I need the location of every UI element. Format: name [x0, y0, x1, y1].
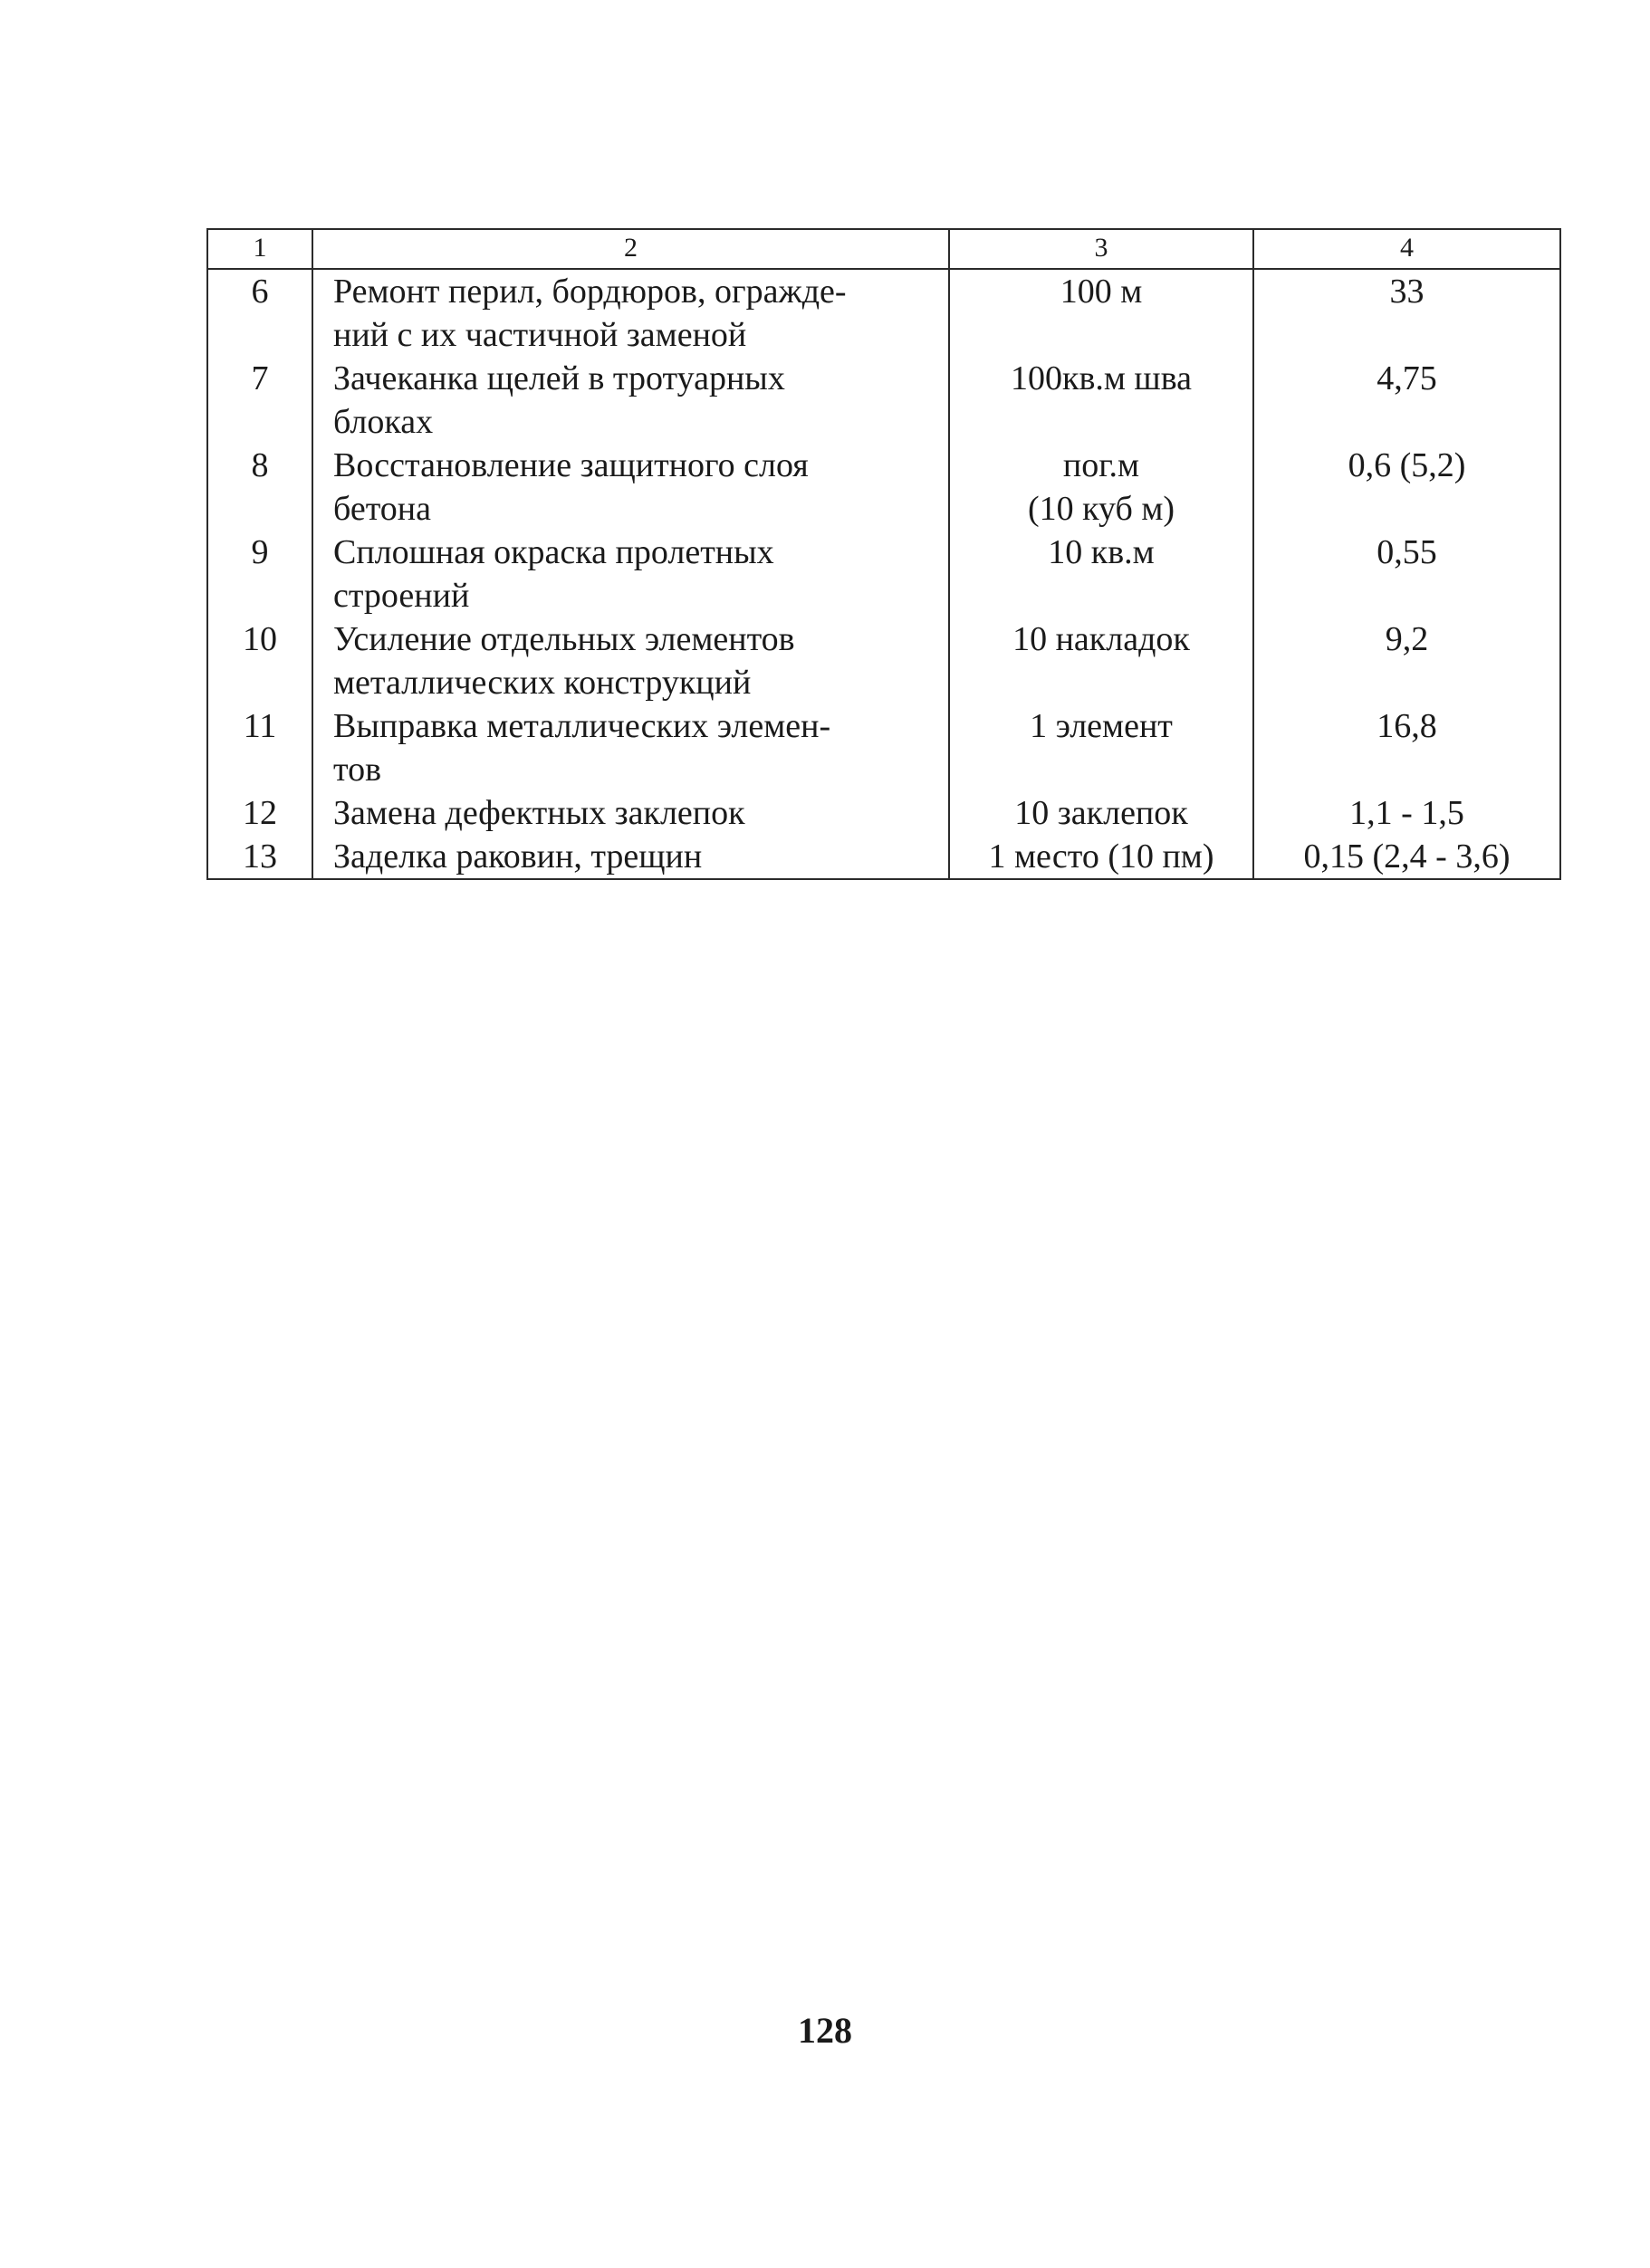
work-name-line: Восстановление защитного слоя — [333, 446, 809, 484]
work-name-line: блоках — [333, 403, 434, 441]
work-name-line: Усиление отдельных элементов — [333, 620, 795, 658]
work-name-line: Заделка раковин, трещин — [333, 837, 703, 876]
table-header — [207, 229, 1560, 269]
unit-of-measure — [949, 531, 1253, 617]
row-number: 10 — [207, 617, 312, 704]
unit-of-measure — [949, 835, 1253, 879]
norm-value: 1,1 - 1,5 — [1253, 791, 1560, 835]
unit-line: 100 м — [1060, 273, 1143, 311]
unit-of-measure — [949, 444, 1253, 531]
unit-of-measure — [949, 357, 1253, 444]
table-row — [207, 617, 1560, 704]
work-name-line: тов — [333, 751, 382, 789]
norm-value: 0,6 (5,2) — [1253, 444, 1560, 531]
repair-works-table — [206, 228, 1561, 880]
unit-line: 10 накладок — [1012, 620, 1190, 658]
work-name-line: Сплошная окраска пролетных — [333, 533, 774, 571]
row-number: 7 — [207, 357, 312, 444]
table-row — [207, 357, 1560, 444]
work-name — [312, 835, 949, 879]
work-name — [312, 791, 949, 835]
norm-value: 0,55 — [1253, 531, 1560, 617]
table-body — [207, 269, 1560, 879]
table-header-row — [207, 229, 1560, 269]
table-row — [207, 835, 1560, 879]
work-name — [312, 269, 949, 357]
table-row — [207, 444, 1560, 531]
work-name-line: строений — [333, 577, 470, 615]
norm-value: 9,2 — [1253, 617, 1560, 704]
norm-value: 33 — [1253, 269, 1560, 357]
unit-of-measure — [949, 704, 1253, 791]
work-name-line: ний с их частичной заменой — [333, 316, 747, 354]
work-name-line: Зачеканка щелей в тротуарных — [333, 359, 785, 397]
column-header-1: 1 — [207, 229, 312, 269]
unit-line: 10 заклепок — [1014, 794, 1188, 832]
norm-value: 16,8 — [1253, 704, 1560, 791]
work-name-line: Выправка металлических элемен- — [333, 707, 831, 745]
column-header-3: 3 — [949, 229, 1253, 269]
row-number: 12 — [207, 791, 312, 835]
unit-line: (10 куб м) — [1027, 490, 1175, 528]
unit-of-measure — [949, 791, 1253, 835]
work-name-line: металлических конструкций — [333, 664, 752, 702]
table-row — [207, 704, 1560, 791]
row-number: 11 — [207, 704, 312, 791]
column-header-2: 2 — [312, 229, 949, 269]
unit-of-measure — [949, 269, 1253, 357]
row-number: 6 — [207, 269, 312, 357]
unit-line: 1 элемент — [1030, 707, 1173, 745]
work-name-line: Замена дефектных заклепок — [333, 794, 745, 832]
row-number: 13 — [207, 835, 312, 879]
work-name — [312, 444, 949, 531]
work-name — [312, 531, 949, 617]
unit-line: 100кв.м шва — [1010, 359, 1193, 397]
unit-line: пог.м — [1062, 446, 1140, 484]
row-number: 9 — [207, 531, 312, 617]
work-name — [312, 704, 949, 791]
unit-line: 10 кв.м — [1048, 533, 1155, 571]
unit-line: 1 место (10 пм) — [988, 837, 1214, 876]
work-name — [312, 617, 949, 704]
column-header-4: 4 — [1253, 229, 1560, 269]
work-name-line: Ремонт перил, бордюров, огражде- — [333, 273, 847, 311]
table-row — [207, 531, 1560, 617]
norm-value: 4,75 — [1253, 357, 1560, 444]
table-row — [207, 269, 1560, 357]
table-row — [207, 791, 1560, 835]
norm-value: 0,15 (2,4 - 3,6) — [1253, 835, 1560, 879]
unit-of-measure — [949, 617, 1253, 704]
work-name — [312, 357, 949, 444]
work-name-line: бетона — [333, 490, 432, 528]
row-number: 8 — [207, 444, 312, 531]
page-number: 128 — [798, 2010, 852, 2051]
